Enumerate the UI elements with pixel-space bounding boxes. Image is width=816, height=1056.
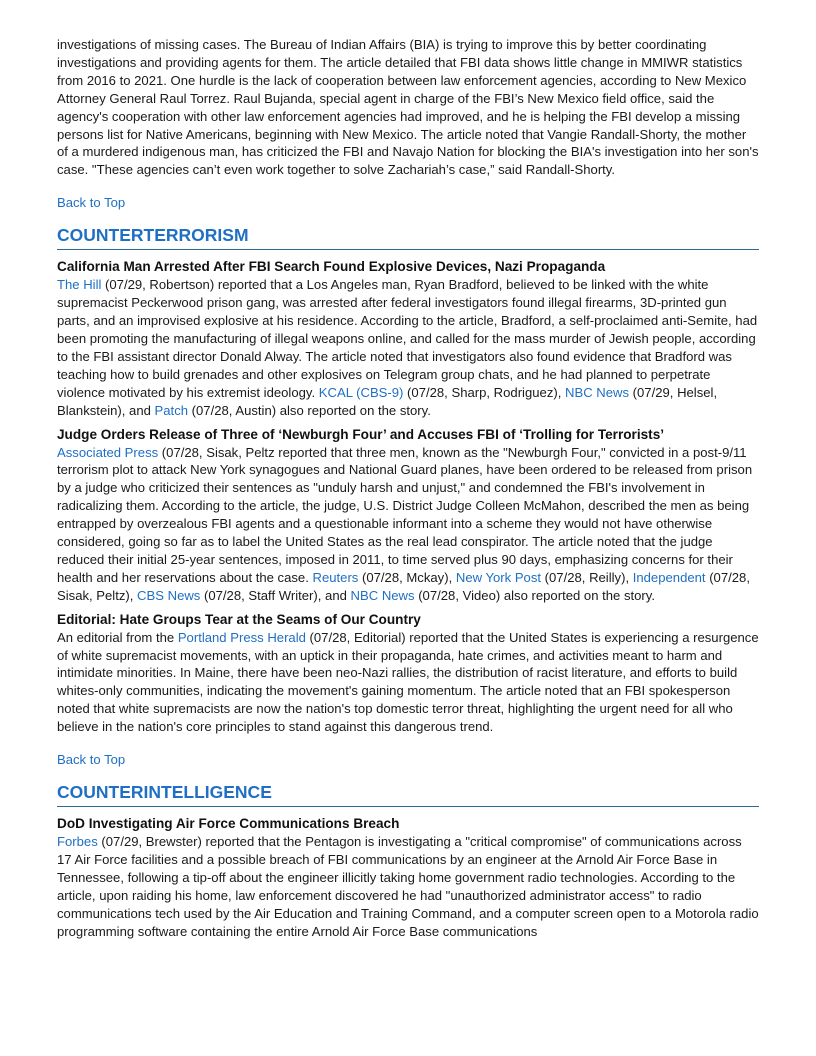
- article-headline: Editorial: Hate Groups Tear at the Seams of Our Country: [57, 611, 421, 627]
- article-editorial-hate-groups: [57, 611, 759, 736]
- source-link-reuters[interactable]: Reuters: [312, 569, 359, 585]
- source-link-nbc-news[interactable]: NBC News: [565, 384, 630, 400]
- section-heading-counterterrorism: COUNTERTERRORISM: [57, 224, 759, 250]
- intro-paragraph: investigations of missing cases. The Bureau of Indian Affairs (BIA) is trying to improve this by better coordinating investigations and providing agents for them. The article detailed that FBI data shows little change in MMIWR statistics from 2016 to 2021. One hurdle is the lack of cooperation between law enforcement agencies, according to New Mexico Attorney General Raul Torrez. Raul Bujanda, special agent in charge of the FBI’s New Mexico field office, said the agency's cooperation with other law enforcement agencies had improved, and he is helping the FBI develop a missing persons list for Native Americans, beginning with New Mexico. The article noted that Vangie Randall-Shorty, the mother of a murdered indigenous man, has criticized the FBI and Navajo Nation for blocking the BIA's investigation into her son's case. "These agencies can’t even work together to solve Zachariah’s case,” said Randall-Shorty.: [57, 37, 759, 178]
- article-headline: California Man Arrested After FBI Search Found Explosive Devices, Nazi Propaganda: [57, 259, 606, 275]
- source-link-portland-press-herald[interactable]: Portland Press Herald: [177, 629, 306, 645]
- article-headline: DoD Investigating Air Force Communications Breach: [57, 816, 400, 832]
- section-heading-counterintelligence: COUNTERINTELLIGENCE: [57, 781, 759, 807]
- back-to-top-link[interactable]: Back to Top: [57, 195, 126, 211]
- source-link-new-york-post[interactable]: New York Post: [455, 569, 542, 585]
- source-link-kcal[interactable]: KCAL (CBS-9): [318, 384, 404, 400]
- article-body: Associated Press (07/28, Sisak, Peltz reported that three men, known as the "Newburgh Four," convicted in a post-9/11 terrorism plot to attack New York synagogues and National Guard planes, have been ordered to be released from prison by a judge who criticized their sentences as "unduly harsh and unjust," and condemned the FBI's involvement in radicalizing them. According to the article, the judge, U.S. District Judge Colleen McMahon, described the men as being entrapped by overzealous FBI agents and a questionable informant into a scheme they would not have otherwise considered, going so far as to label the United States as the real lead conspirator. The article noted that the judge reduced their initial 25-year sentences, imposed in 2011, to time served plus 90 days, emphasizing concerns for their health and her reservations about the case. Reuters (07/28, Mckay), New York Post (07/28, Reilly), Independent (07/28, Sisak, Peltz), CBS News (07/28, Staff Writer), and NBC News (07/28, Video) also reported on the story.: [57, 444, 753, 603]
- source-link-cbs-news[interactable]: CBS News: [137, 587, 201, 603]
- source-link-forbes[interactable]: Forbes: [57, 834, 98, 850]
- article-air-force-breach: [57, 815, 759, 940]
- source-link-the-hill[interactable]: The Hill: [57, 277, 102, 293]
- source-link-independent[interactable]: Independent: [632, 569, 706, 585]
- article-newburgh-four: [57, 426, 759, 605]
- source-link-associated-press[interactable]: Associated Press: [57, 444, 159, 460]
- back-to-top-link[interactable]: Back to Top: [57, 752, 126, 768]
- article-california-man: [57, 258, 759, 419]
- article-body: The Hill (07/29, Robertson) reported that a Los Angeles man, Ryan Bradford, believed to be linked with the white supremacist Peckerwood prison gang, was arrested after federal investigators found illegal firearms, 3D-printed gun parts, and an improvised explosive at his residence. According to the article, Bradford, a self-proclaimed anti-Semite, had been promoting the manufacturing of illegal weapons online, and called for the mass murder of Jewish people, according to the FBI assistant director Donald Alway. The article noted that investigators also found evidence that Bradford was teaching how to build grenades and other explosives on Telegram group chats, and he had planned to perpetrate violence motivated by his extremist ideology. KCAL (CBS-9) (07/28, Sharp, Rodriguez), NBC News (07/29, Helsel, Blankstein), and Patch (07/28, Austin) also reported on the story.: [57, 277, 758, 418]
- article-body: Forbes (07/29, Brewster) reported that the Pentagon is investigating a "critical compromise" of communications across 17 Air Force facilities and a possible breach of FBI communications by an engineer at the Arnold Air Force Base in Tennessee, following a tip-off about the engineer illicitly taking home government radio technologies. According to the article, upon raiding his home, law enforcement discovered he had "unauthorized administrator access" to radio communications tech used by the Air Education and Training Command, and a computer screen open to a Motorola radio programming software containing the entire Arnold Air Force Base communications: [57, 834, 759, 939]
- source-link-nbc-news[interactable]: NBC News: [350, 587, 415, 603]
- article-body: An editorial from the Portland Press Herald (07/28, Editorial) reported that the United States is experiencing a resurgence of white supremacist movements, with an uptick in their propaganda, hate crimes, and activities meant to harm and intimidate minorities. In Maine, there have been neo-Nazi rallies, the distribution of racist literature, and efforts to build whites-only communities, indicating the movement's gaining momentum. The article noted that an FBI spokesperson noted that white supremacists are now the nation's top domestic terror threat, highlighting the urgent need for all who believe in the nation's core principles to stand against this dangerous trend.: [57, 629, 759, 735]
- source-link-patch[interactable]: Patch: [154, 402, 189, 418]
- article-headline: Judge Orders Release of Three of ‘Newburgh Four’ and Accuses FBI of ‘Trolling for Terrorists’: [57, 426, 665, 442]
